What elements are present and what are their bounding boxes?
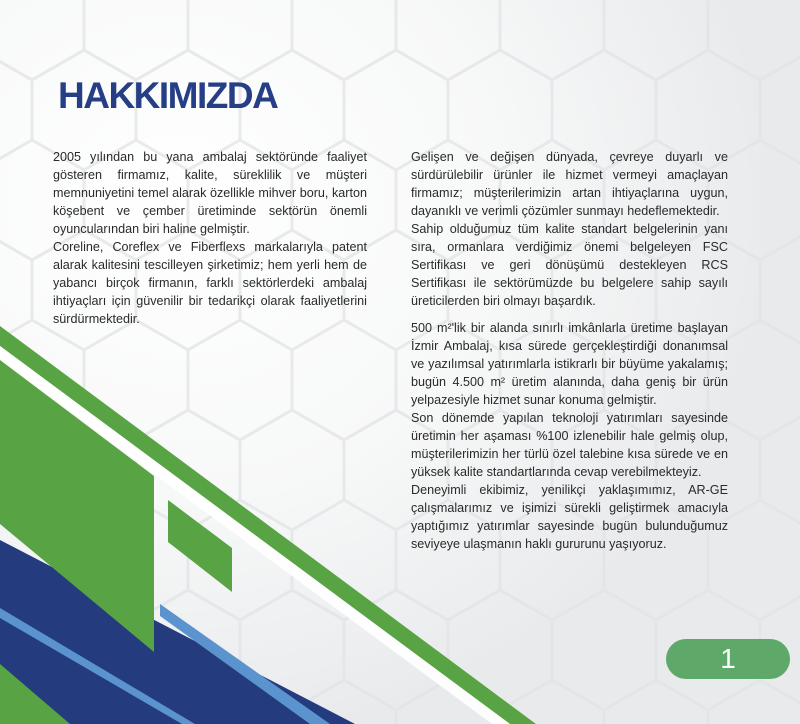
paragraph: Deneyimli ekibimiz, yenilikçi yaklaşımımız, AR-GE çalışmalarımız ve işimizi sürekli geliştirmek amacıyla yaptığımız yatırımlar sayesinde bugün bulunduğumuz seviyeye ulaşmanın haklı gururunu yaşıyoruz.	[411, 483, 728, 551]
paragraph: Gelişen ve değişen dünyada, çevreye duyarlı ve sürdürülebilir ürünler ile hizmet vermeyi amaçlayan firmamız; müşterilerimizin artan ihtiyaçlarına uygun, dayanıklı ve verimli çözümler sunmayı hedeflemektedir.	[411, 150, 728, 218]
page-number-badge: 1	[666, 639, 790, 679]
paragraph: 2005 yılından bu yana ambalaj sektöründe faaliyet gösteren firmamız, kalite, süreklilik ve müşteri memnuniyetini temel alarak özellikle mihver boru, karton köşebent ve çember üretiminde sektörün önemli oyuncularından biri haline gelmiştir.	[53, 150, 367, 236]
right-text-column	[411, 148, 728, 553]
paragraph: Coreline, Coreflex ve Fiberflexs markalarıyla patent alarak kalitesini tescilleyen şirketimiz; hem yerli hem de yabancı birçok firmanın, farklı sektörlerdeki ambalaj ihtiyaçları için güvenilir bir tedarikçi olarak faaliyetlerini sürdürmektedir.	[53, 240, 367, 326]
page-title: HAKKIMIZDA	[58, 75, 278, 116]
paragraph: 500 m²'lik bir alanda sınırlı imkânlarla üretime başlayan İzmir Ambalaj, kısa sürede gerçekleştirdiği donanımsal ve yazılımsal yatırımlarla istikrarlı bir büyüme yakalamış; bugün 4.500 m² üretim alanında, daha geniş bir ürün yelpazesiyle hizmet sunar konuma gelmiştir.	[411, 321, 728, 407]
paragraph: Sahip olduğumuz tüm kalite standart belgelerinin yanı sıra, ormanlara verdiğimiz önemi belgeleyen FSC Sertifikası ve geri dönüşümü destekleyen RCS Sertifikası ile sektörümüzde bu belgelere sahip sayılı üreticilerden biri olmayı başardık.	[411, 222, 728, 308]
left-text-column	[53, 148, 367, 328]
paragraph: Son dönemde yapılan teknoloji yatırımları sayesinde üretimin her aşaması %100 izlenebilir hale gelmiş olup, müşterilerimizin her türlü özel talebine kısa sürede ve en yüksek kalite standartlarında cevap verebilmekteyiz.	[411, 411, 728, 479]
